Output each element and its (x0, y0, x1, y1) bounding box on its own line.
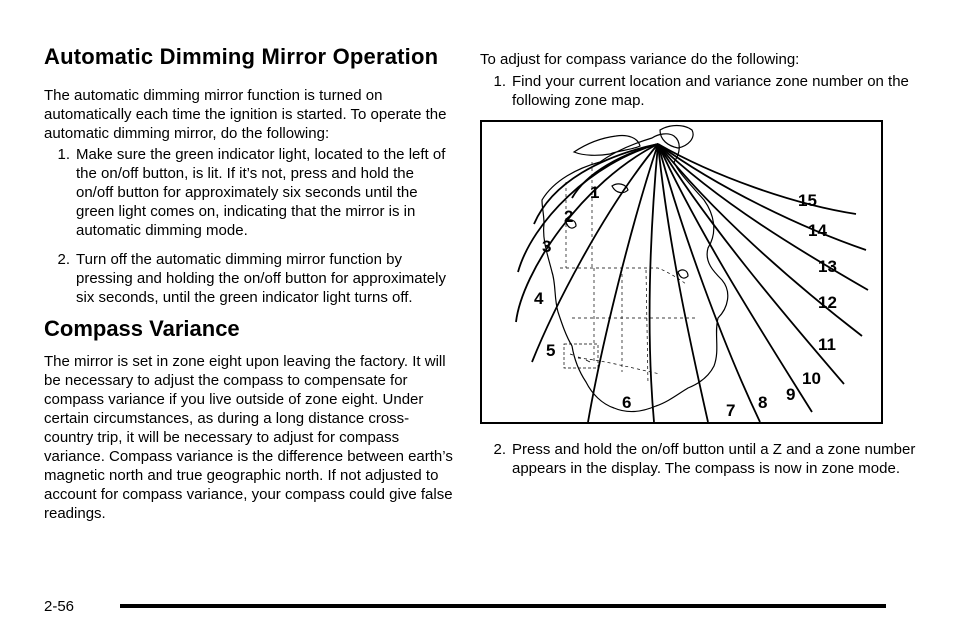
zone-label-2: 2 (564, 207, 574, 226)
zone-label-15: 15 (798, 191, 817, 210)
step-text: Press and hold the on/off button until a Z and a zone number appears in the display. The compass is now in zone mode. (512, 441, 916, 477)
intro-paragraph: The automatic dimming mirror function is turned on automatically each time the ignition is started. To operate the automatic dimming mirror, do the following: (44, 87, 447, 142)
zone-map (480, 120, 883, 424)
zone-label-12: 12 (818, 293, 837, 312)
zone-label-9: 9 (786, 385, 796, 404)
dimming-step-1 (44, 145, 454, 240)
step-number: 1. (493, 73, 506, 90)
zone-map-svg (482, 122, 881, 422)
zone-label-7: 7 (726, 401, 736, 420)
zone-label-3: 3 (542, 237, 552, 256)
zone-label-6: 6 (622, 393, 632, 412)
step-text: Turn off the automatic dimming mirror function by pressing and holding the on/off button for approximately six seconds, until the green indicator light turns off. (76, 251, 446, 306)
zone-label-11: 11 (818, 335, 836, 354)
step-number: 1. (57, 146, 70, 163)
step-text: Find your current location and variance zone number on the following zone map. (512, 73, 909, 109)
zone-label-8: 8 (758, 393, 768, 412)
adjust-intro: To adjust for compass variance do the following: (480, 51, 800, 68)
map-borders (560, 162, 696, 384)
dimming-steps (44, 145, 454, 307)
page-number: 2-56 (44, 598, 75, 615)
heading-automatic-dimming: Automatic Dimming Mirror Operation (44, 44, 439, 69)
dimming-step-2 (44, 250, 454, 307)
adjust-step-1 (480, 72, 952, 110)
adjust-step-2 (480, 440, 952, 478)
compass-variance-paragraph: The mirror is set in zone eight upon leaving the factory. It will be necessary to adjust the compass to compensate for compass variance if you live outside of zone eight. Under certain circumstances, as during a long distance cross-country trip, it will be necessary to adjust for compass variance. Compass variance is the difference between earth’s magnetic north and true geographic north. If not adjusted to account for compass variance, your compass could give false readings. (44, 353, 453, 522)
step-number: 2. (57, 251, 70, 268)
zone-label-14: 14 (808, 221, 827, 240)
zone-label-4: 4 (534, 289, 544, 308)
zone-label-5: 5 (546, 341, 556, 360)
zone-labels (534, 183, 837, 420)
zone-label-1: 1 (590, 183, 600, 202)
zone-label-13: 13 (818, 257, 837, 276)
zone-label-10: 10 (802, 369, 821, 388)
step-text: Make sure the green indicator light, located to the left of the on/off button, is lit. If it’s not, press and hold the on/off button for approximately six seconds until the green light comes on, indicating that the mirror is in automatic dimming mode. (76, 146, 446, 239)
heading-compass-variance: Compass Variance (44, 316, 240, 341)
hawaii-inset (564, 344, 598, 368)
north-america-outline (542, 126, 728, 412)
step-number: 2. (493, 441, 506, 458)
footer-rule (120, 604, 886, 608)
